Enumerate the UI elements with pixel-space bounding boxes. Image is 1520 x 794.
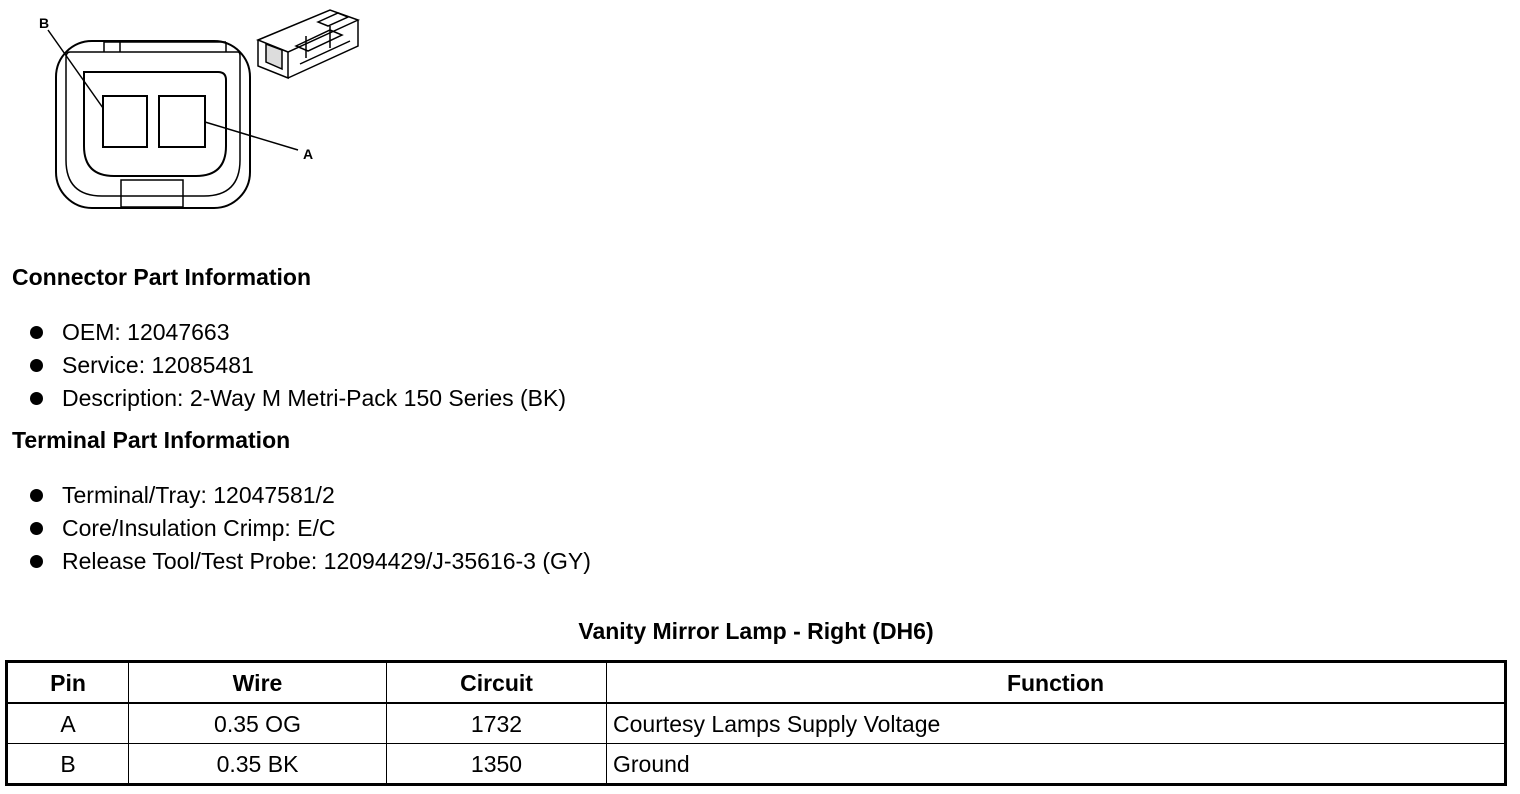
cell-pin: B xyxy=(7,744,129,785)
cell-circuit: 1732 xyxy=(387,703,607,744)
bullet-icon xyxy=(30,359,43,372)
connector-part-info-heading: Connector Part Information xyxy=(12,264,312,290)
table-title: Vanity Mirror Lamp - Right (DH6) xyxy=(578,618,934,644)
terminal-part-info-list xyxy=(28,481,591,580)
list-item: Service: 12085481 xyxy=(28,351,566,384)
table-row xyxy=(7,744,1506,785)
connector-part-info-list xyxy=(28,318,566,417)
cell-wire: 0.35 BK xyxy=(129,744,387,785)
bullet-icon xyxy=(30,326,43,339)
list-item: OEM: 12047663 xyxy=(28,318,566,351)
cell-function: Ground xyxy=(607,744,1506,785)
latch-slot xyxy=(104,42,226,52)
connector-3d-icon xyxy=(258,10,358,78)
keying-rib xyxy=(121,180,183,207)
cell-function: Courtesy Lamps Supply Voltage xyxy=(607,703,1506,744)
cell-pin: A xyxy=(7,703,129,744)
bullet-icon xyxy=(30,522,43,535)
table-row xyxy=(7,703,1506,744)
leader-line-a xyxy=(205,122,298,150)
cavity-a xyxy=(159,96,205,147)
connector-outer-shell xyxy=(56,41,250,208)
table-header-row xyxy=(7,662,1506,704)
terminal-part-info-heading: Terminal Part Information xyxy=(12,427,291,453)
cavity-b xyxy=(103,96,147,147)
cell-wire: 0.35 OG xyxy=(129,703,387,744)
bullet-icon xyxy=(30,555,43,568)
column-header-function: Function xyxy=(607,662,1506,704)
label-b: B xyxy=(39,15,50,31)
label-a: A xyxy=(303,146,314,162)
column-header-wire: Wire xyxy=(129,662,387,704)
pin-table xyxy=(5,660,1507,786)
column-header-circuit: Circuit xyxy=(387,662,607,704)
bullet-icon xyxy=(30,489,43,502)
bullet-icon xyxy=(30,392,43,405)
list-item: Terminal/Tray: 12047581/2 xyxy=(28,481,591,514)
list-item: Description: 2-Way M Metri-Pack 150 Series (BK) xyxy=(28,384,566,417)
connector-face-diagram xyxy=(0,0,380,220)
list-item: Core/Insulation Crimp: E/C xyxy=(28,514,591,547)
column-header-pin: Pin xyxy=(7,662,129,704)
list-item: Release Tool/Test Probe: 12094429/J-35616-3 (GY) xyxy=(28,547,591,580)
cell-circuit: 1350 xyxy=(387,744,607,785)
